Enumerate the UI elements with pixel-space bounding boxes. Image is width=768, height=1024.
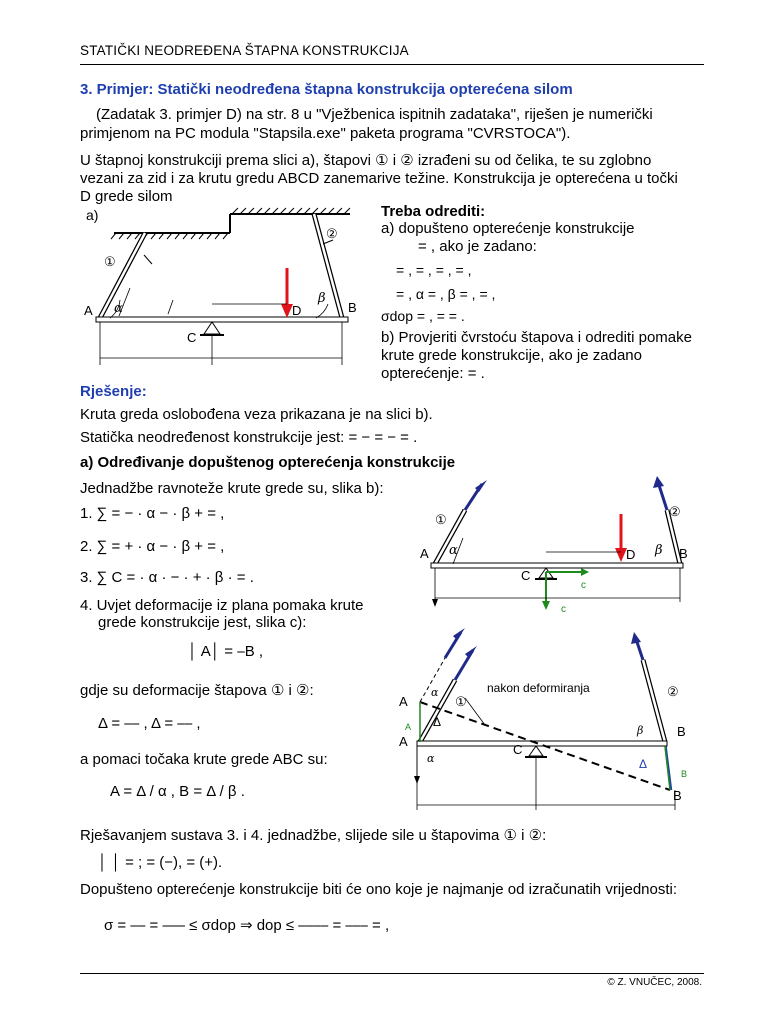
point-c-label: C bbox=[513, 742, 523, 757]
point-c-label: C bbox=[521, 568, 531, 583]
point-b-label: B bbox=[348, 300, 357, 315]
task-a-line-2: = , ako je zadano: bbox=[418, 238, 537, 255]
task-a-line-1: a) dopušteno opterećenje konstrukcije bbox=[381, 220, 635, 237]
bar-1-label: ① bbox=[104, 254, 116, 269]
para2-line-3: D grede silom bbox=[80, 188, 173, 205]
final-equation: σ = ⎯⎯ = ⎯⎯⎯ ≤ σdop ⇒ dop ≤ ⎯⎯⎯⎯ = ⎯⎯⎯ = , bbox=[104, 917, 390, 934]
task-given-row-1: = , = , = , = , bbox=[396, 262, 472, 278]
task-b-line-2: krute grede konstrukcije, ako je zadano bbox=[381, 347, 642, 364]
bar-2-label: ② bbox=[669, 504, 681, 519]
displacement-a-label: A bbox=[405, 722, 412, 732]
solution-subtitle-a: a) Određivanje dopuštenog opterećenja konstrukcije bbox=[80, 454, 456, 471]
reaction-c-vertical-label: c bbox=[561, 604, 566, 615]
point-d-label: D bbox=[292, 303, 302, 318]
beta-label: β bbox=[655, 543, 663, 558]
alpha-label: α bbox=[449, 543, 458, 558]
ratio-equation: │ A│ = ⎯B , bbox=[188, 643, 264, 660]
solution-line-2: Statička neodređenost konstrukcije jest: = − = − = . bbox=[80, 429, 418, 446]
point-b-label: B bbox=[677, 724, 686, 739]
equations-intro: Jednadžbe ravnoteže krute grede su, slika b): bbox=[80, 480, 384, 497]
solution-title: Rješenje: bbox=[80, 383, 147, 400]
point-a-label: A bbox=[420, 546, 429, 561]
bar-1-label: ① bbox=[455, 694, 467, 709]
figure-a bbox=[80, 200, 370, 380]
task-given-row-2: = , α = , β = , = , bbox=[396, 286, 496, 302]
task-b-line-3: opterećenje: = . bbox=[381, 365, 485, 382]
displacement-equation: A = Δ / α , B = Δ / β . bbox=[110, 783, 245, 800]
deformation-equation: Δ = ⎯⎯ , Δ = ⎯⎯ , bbox=[98, 715, 201, 732]
beta-label: β bbox=[637, 724, 644, 737]
bar-2-label: ② bbox=[667, 684, 679, 699]
para2-line-2: vezani za zid i za krutu gredu ABCD zanemarive težine. Konstrukcija je opterećena u točki bbox=[80, 170, 678, 187]
item-4-line-2: grede konstrukcije jest, slika c): bbox=[98, 614, 307, 631]
alpha-top-label: α bbox=[431, 686, 439, 699]
para2-line-1: U štapnoj konstrukciji prema slici a), štapovi ① i ② izrađeni su od čelika, te su zglobno bbox=[80, 152, 652, 169]
equation-2: 2. ∑ = + · α − · β + = , bbox=[80, 538, 225, 555]
alpha-bottom-label: α bbox=[427, 752, 435, 765]
solution-line-1: Kruta greda oslobođena veza prikazana je na slici b). bbox=[80, 406, 433, 423]
intro-line-1: (Zadatak 3. primjer D) na str. 8 u "Vježbenica ispitnih zadataka", riješen je numerički bbox=[96, 106, 653, 123]
equation-3: 3. ∑ C = · α · − · + · β · = . bbox=[80, 569, 254, 586]
task-given-row-3: σdop = , = = . bbox=[381, 308, 465, 324]
beta-label: β bbox=[318, 291, 326, 306]
reaction-c-horizontal-label: c bbox=[581, 580, 586, 591]
allowable-line: Dopušteno opterećenje konstrukcije biti će ono koje je najmanje od izračunatih vrijednosti: bbox=[80, 881, 678, 898]
displacement-b-label: B bbox=[681, 769, 688, 779]
delta-2-label: Δ bbox=[639, 757, 648, 771]
point-b-label: B bbox=[679, 546, 688, 561]
point-a-label: A bbox=[399, 734, 408, 749]
alpha-label: α bbox=[114, 301, 123, 316]
header-rule bbox=[80, 64, 704, 65]
bar-2-label: ② bbox=[326, 226, 338, 241]
point-c-label: C bbox=[187, 330, 197, 345]
task-b-line-1: b) Provjeriti čvrstoću štapova i odrediti pomake bbox=[381, 329, 692, 346]
equation-1: 1. ∑ = − · α − · β + = , bbox=[80, 505, 225, 522]
point-a-label: A bbox=[84, 303, 93, 318]
figure-c bbox=[395, 640, 695, 820]
displacement-intro: a pomaci točaka krute grede ABC su: bbox=[80, 751, 328, 768]
running-header: STATIČKI NEODREĐENA ŠTAPNA KONSTRUKCIJA bbox=[80, 43, 409, 58]
point-a-deformed-label: A bbox=[399, 694, 408, 709]
section-title: 3. Primjer: Statički neodređena štapna konstrukcija opterećena silom bbox=[80, 81, 573, 98]
forces-equation: │ │ = ; = (−), = (+). bbox=[98, 854, 223, 871]
task-title: Treba odrediti: bbox=[381, 203, 486, 220]
copyright: © Z. VNUČEC, 2008. bbox=[607, 977, 702, 988]
deformation-intro: gdje su deformacije štapova ① i ②: bbox=[80, 682, 314, 699]
footer-rule bbox=[80, 973, 704, 974]
item-4-line-1: 4. Uvjet deformacije iz plana pomaka krute bbox=[80, 597, 364, 614]
intro-line-2: primjenom na PC modula "Stapsila.exe" paketa programa "CVRSTOCA"). bbox=[80, 125, 571, 142]
point-b-deformed-label: B bbox=[673, 788, 682, 803]
delta-1-label: Δ bbox=[433, 715, 442, 729]
after-deformation-label: nakon deformiranja bbox=[487, 681, 590, 695]
solve-line: Rješavanjem sustava 3. i 4. jednadžbe, slijede sile u štapovima ① i ②: bbox=[80, 827, 547, 844]
bar-1-label: ① bbox=[435, 512, 447, 527]
figure-a-label: a) bbox=[86, 207, 99, 223]
figure-b bbox=[415, 480, 705, 620]
point-d-label: D bbox=[626, 547, 636, 562]
